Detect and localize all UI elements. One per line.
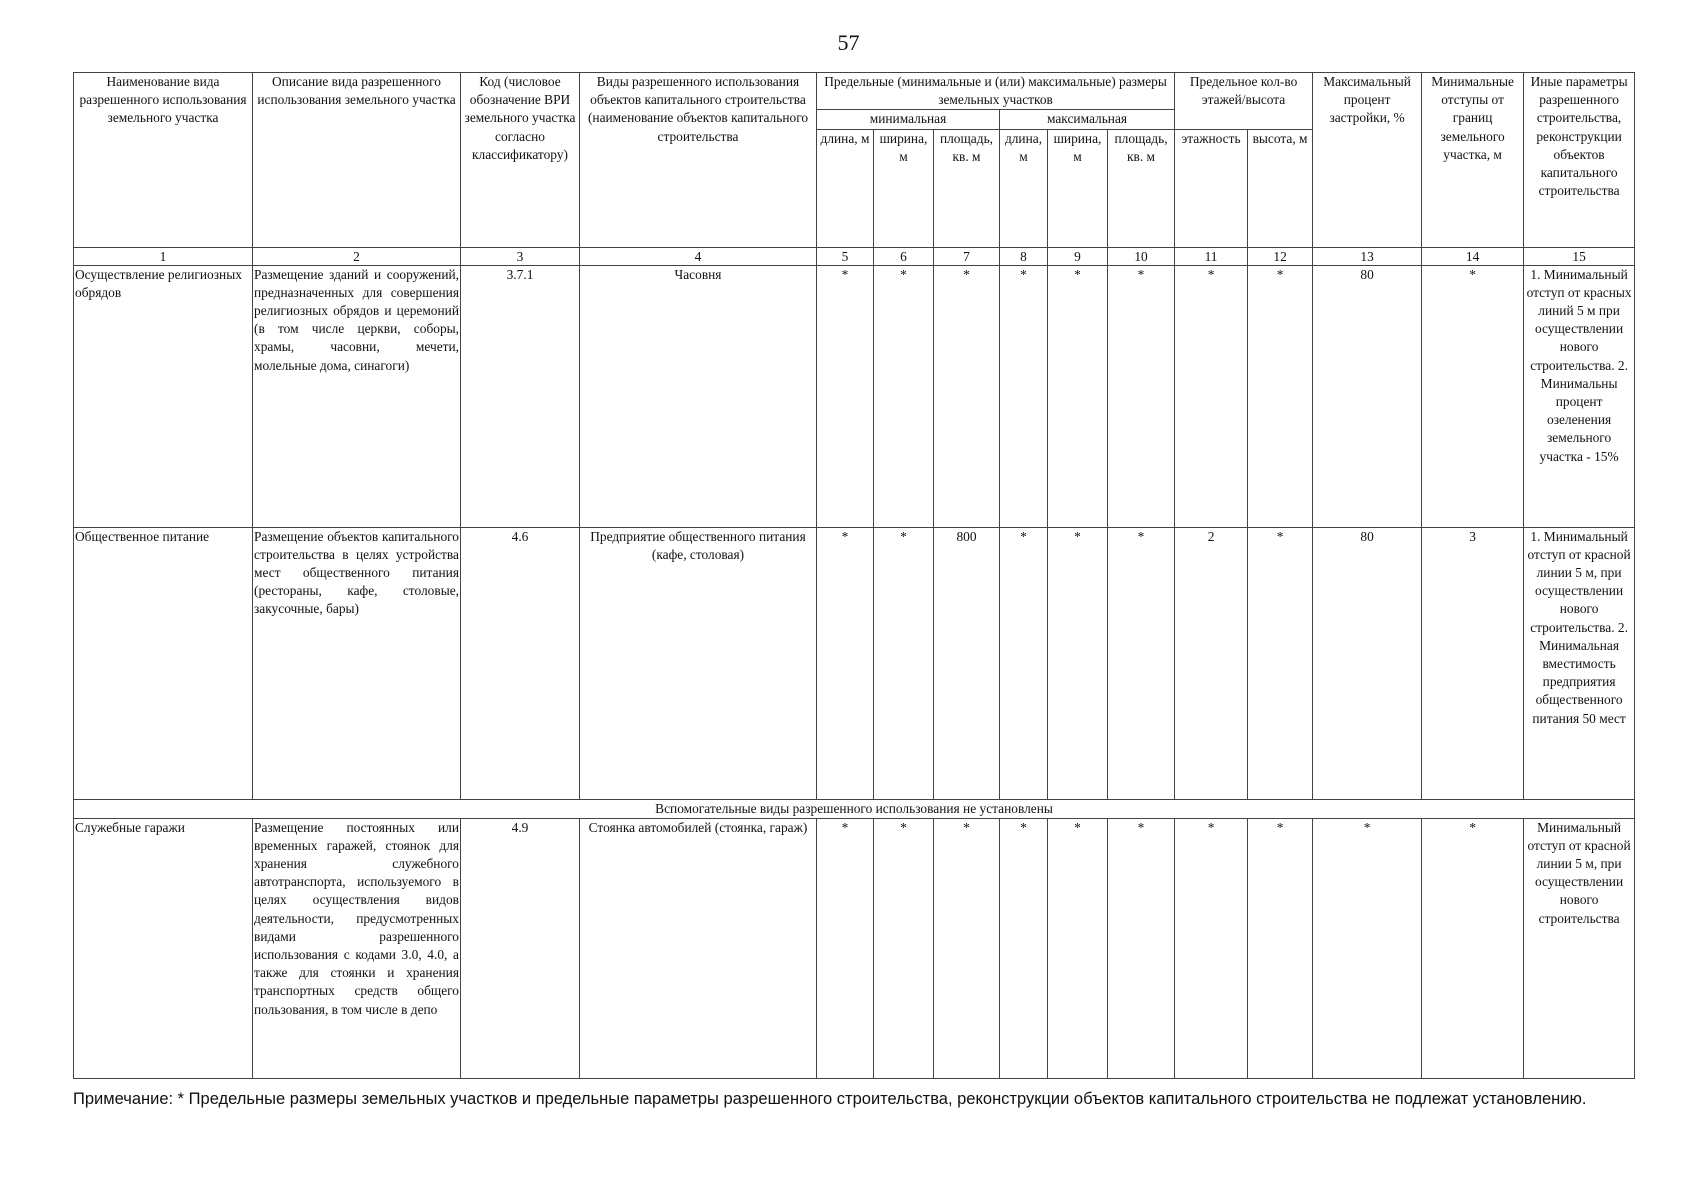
row-objects: Предприятие общественного питания (кафе, столовая): [580, 527, 817, 799]
row-value: 80: [1313, 527, 1422, 799]
row-value: *: [874, 818, 934, 1078]
header-floors-height: Предельное кол-во этажей/высота: [1175, 73, 1313, 130]
row-value: *: [817, 527, 874, 799]
header-other-params: Иные параметры разрешенного строительства, реконструкции объектов капитального строительства: [1524, 73, 1635, 248]
auxiliary-uses-note: Вспомогательные виды разрешенного использования не установлены: [74, 799, 1635, 818]
row-objects: Часовня: [580, 265, 817, 527]
row-value: *: [1248, 527, 1313, 799]
column-numbers-row: [74, 247, 1635, 265]
row-other-params: 1. Минимальный отступ от красных линий 5 м при осуществлении нового строительства. 2. Минимальны процент озеленения земельного участка - 15%: [1524, 265, 1635, 527]
header-min-setback: Минимальные отступы от границ земельного участка, м: [1422, 73, 1524, 248]
column-number: 6: [874, 247, 934, 265]
column-number: 5: [817, 247, 874, 265]
header-max: максимальная: [1000, 110, 1175, 129]
row-code: 4.9: [461, 818, 580, 1078]
separator-row: [74, 799, 1635, 818]
row-value: *: [817, 265, 874, 527]
header-code: Код (числовое обозначение ВРИ земельного участка согласно классификатору): [461, 73, 580, 248]
header-row-1: [74, 73, 1635, 110]
header-description: Описание вида разрешенного использования земельного участка: [253, 73, 461, 248]
row-value: *: [817, 818, 874, 1078]
column-number: 13: [1313, 247, 1422, 265]
row-value: 800: [934, 527, 1000, 799]
row-value: 2: [1175, 527, 1248, 799]
row-other-params: Минимальный отступ от красной линии 5 м, при осуществлении нового строительства: [1524, 818, 1635, 1078]
row-value: *: [1175, 818, 1248, 1078]
table-row: [74, 527, 1635, 799]
land-use-table: [73, 72, 1635, 1079]
footnote: Примечание: * Предельные размеры земельных участков и предельные параметры разрешенного строительства, реконструкции объектов капитального строительства не подлежат установлению.: [73, 1090, 1587, 1108]
column-number: 15: [1524, 247, 1635, 265]
row-name: Служебные гаражи: [74, 818, 253, 1078]
row-value: *: [1000, 527, 1048, 799]
row-value: *: [1000, 818, 1048, 1078]
header-floors: этажность: [1175, 129, 1248, 247]
row-value: *: [874, 527, 934, 799]
header-land-sizes: Предельные (минимальные и (или) максимальные) размеры земельных участков: [817, 73, 1175, 110]
header-objects: Виды разрешенного использования объектов капитального строительства (наименование объектов капитального строительства: [580, 73, 817, 248]
header-name: Наименование вида разрешенного использования земельного участка: [74, 73, 253, 248]
row-value: *: [1248, 265, 1313, 527]
row-value: *: [1048, 818, 1108, 1078]
column-number: 10: [1108, 247, 1175, 265]
table-row: [74, 265, 1635, 527]
row-name: Осуществление религиозных обрядов: [74, 265, 253, 527]
header-min-length: длина, м: [817, 129, 874, 247]
column-number: 1: [74, 247, 253, 265]
column-number: 4: [580, 247, 817, 265]
row-value: *: [1313, 818, 1422, 1078]
column-number: 3: [461, 247, 580, 265]
row-value: 3: [1422, 527, 1524, 799]
row-value: *: [934, 265, 1000, 527]
row-value: *: [1248, 818, 1313, 1078]
header-height: высота, м: [1248, 129, 1313, 247]
column-number: 8: [1000, 247, 1048, 265]
row-name: Общественное питание: [74, 527, 253, 799]
column-number: 14: [1422, 247, 1524, 265]
row-value: *: [1108, 818, 1175, 1078]
table-row: [74, 818, 1635, 1078]
header-min-area: площадь, кв. м: [934, 129, 1000, 247]
page-number: 57: [837, 30, 860, 55]
row-description: Размещение постоянных или временных гаражей, стоянок для хранения служебного автотранспорта, используемого в целях осуществления видов деятельности, предусмотренных видами разрешенного использования с кодами 3.0, 4.0, а также для стоянки и хранения транспортных средств общего пользования, в том числе в депо: [253, 818, 461, 1078]
header-max-area: площадь, кв. м: [1108, 129, 1175, 247]
row-value: *: [1048, 527, 1108, 799]
row-value: *: [1422, 818, 1524, 1078]
column-number: 11: [1175, 247, 1248, 265]
row-description: Размещение зданий и сооружений, предназначенных для совершения религиозных обрядов и церемоний (в том числе церкви, соборы, храмы, часовни, мечети, молельные дома, синагоги): [253, 265, 461, 527]
header-max-width: ширина, м: [1048, 129, 1108, 247]
header-max-coverage: Максимальный процент застройки, %: [1313, 73, 1422, 248]
row-value: *: [1108, 265, 1175, 527]
header-max-length: длина, м: [1000, 129, 1048, 247]
row-other-params: 1. Минимальный отступ от красной линии 5 м, при осуществлении нового строительства. 2. Минимальная вместимость предприятия общественного питания 50 мест: [1524, 527, 1635, 799]
row-value: *: [1048, 265, 1108, 527]
row-code: 4.6: [461, 527, 580, 799]
column-number: 7: [934, 247, 1000, 265]
column-number: 9: [1048, 247, 1108, 265]
header-min: минимальная: [817, 110, 1000, 129]
row-objects: Стоянка автомобилей (стоянка, гараж): [580, 818, 817, 1078]
header-min-width: ширина, м: [874, 129, 934, 247]
row-value: *: [874, 265, 934, 527]
row-value: *: [1175, 265, 1248, 527]
row-value: 80: [1313, 265, 1422, 527]
row-value: *: [934, 818, 1000, 1078]
row-description: Размещение объектов капитального строительства в целях устройства мест общественного питания (рестораны, кафе, столовые, закусочные, бары): [253, 527, 461, 799]
row-value: *: [1422, 265, 1524, 527]
column-number: 2: [253, 247, 461, 265]
row-code: 3.7.1: [461, 265, 580, 527]
row-value: *: [1000, 265, 1048, 527]
column-number: 12: [1248, 247, 1313, 265]
row-value: *: [1108, 527, 1175, 799]
